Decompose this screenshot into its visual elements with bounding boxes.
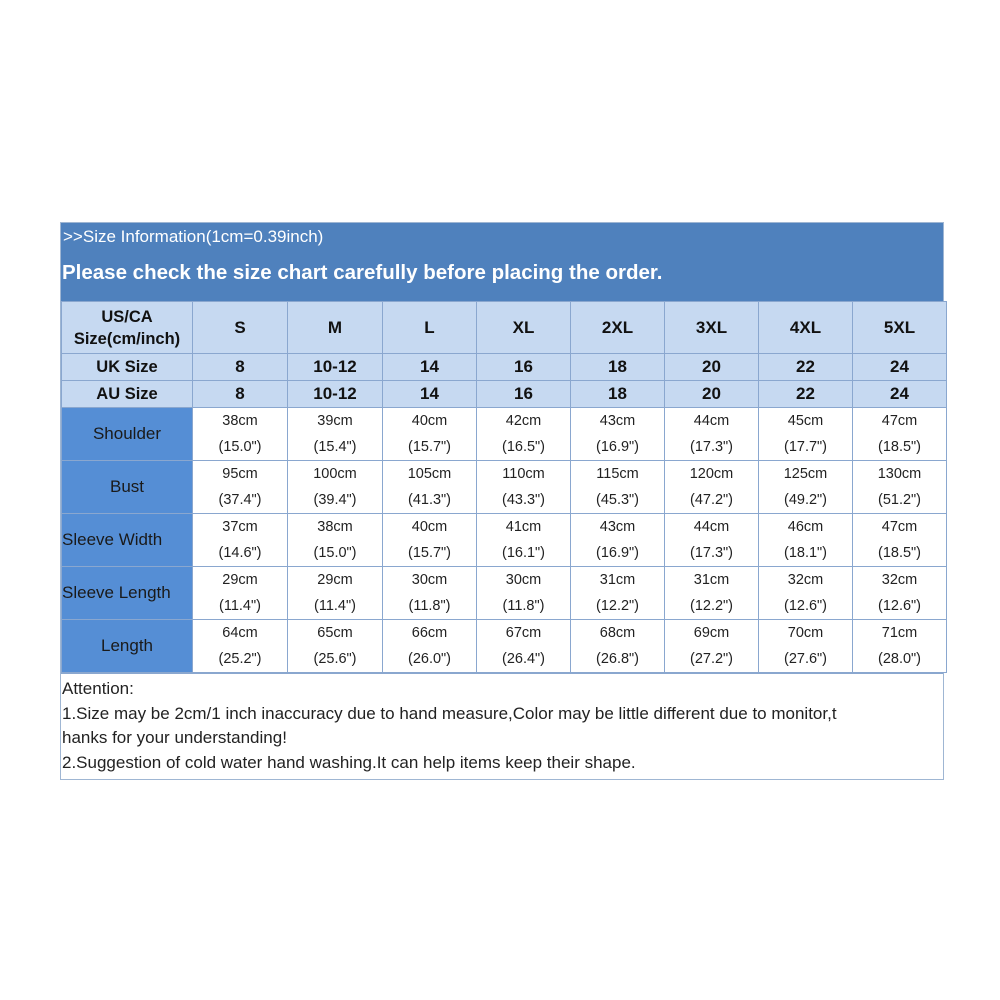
cm-value: 64cm	[222, 625, 258, 641]
measurement-cell	[193, 461, 288, 514]
inch-value: (17.7")	[783, 439, 828, 455]
inch-value: (15.0")	[313, 545, 357, 561]
cm-value: 29cm	[317, 572, 353, 588]
size-header-row	[62, 381, 947, 408]
cm-value: 95cm	[222, 466, 258, 482]
size-chart	[60, 222, 944, 780]
cm-value: 110cm	[502, 466, 545, 482]
cm-value: 120cm	[689, 466, 734, 482]
cm-value: 43cm	[599, 413, 636, 429]
chart-banner	[61, 223, 943, 301]
measurement-cell	[383, 620, 477, 673]
inch-value: (26.4")	[501, 651, 546, 667]
inch-value: (14.6")	[218, 545, 262, 561]
measurement-cell	[383, 408, 477, 461]
inch-value: (12.2")	[689, 598, 734, 614]
inch-value: (27.6")	[783, 651, 828, 667]
inch-value: (12.6")	[783, 598, 828, 614]
measurement-cell	[193, 408, 288, 461]
size-info-title: >>Size Information(1cm=0.39inch)	[63, 227, 324, 246]
size-header-row	[62, 302, 947, 354]
notes-title: Attention:	[62, 679, 134, 698]
size-cell: 18	[571, 381, 665, 408]
size-cell: 16	[477, 381, 571, 408]
inch-value: (26.0")	[407, 651, 452, 667]
cm-value: 70cm	[787, 625, 824, 641]
inch-value: (26.8")	[595, 651, 640, 667]
cm-value: 47cm	[881, 519, 918, 535]
size-cell: 8	[193, 354, 288, 381]
size-cell: 2XL	[571, 302, 665, 354]
measurement-cell	[383, 514, 477, 567]
size-system-label: UK Size	[62, 354, 193, 381]
measurement-cell	[477, 620, 571, 673]
inch-value: (39.4")	[313, 492, 357, 508]
measurement-row	[62, 408, 947, 461]
size-cell: 8	[193, 381, 288, 408]
inch-value: (25.6")	[313, 651, 357, 667]
measurement-cell	[853, 567, 947, 620]
measurement-cell	[193, 567, 288, 620]
measurement-cell	[665, 567, 759, 620]
cm-value: 105cm	[407, 466, 452, 482]
size-table	[61, 301, 947, 673]
inch-value: (16.1")	[501, 545, 546, 561]
cm-value: 41cm	[505, 519, 542, 535]
measurement-cell	[383, 461, 477, 514]
measurement-cell	[571, 620, 665, 673]
inch-value: (16.5")	[501, 439, 546, 455]
cm-value: 71cm	[881, 625, 918, 641]
measurement-cell	[759, 567, 853, 620]
measurement-cell	[665, 514, 759, 567]
measurement-label: Sleeve Width	[62, 514, 193, 567]
measurement-cell	[571, 461, 665, 514]
inch-value: (16.9")	[595, 439, 640, 455]
note-line: 2.Suggestion of cold water hand washing.It can help items keep their shape.	[62, 752, 636, 772]
cm-value: 67cm	[505, 625, 542, 641]
size-cell: M	[288, 302, 383, 354]
cm-value: 125cm	[783, 466, 828, 482]
measurement-cell	[288, 567, 383, 620]
inch-value: (27.2")	[689, 651, 734, 667]
cm-value: 39cm	[317, 413, 353, 429]
inch-value: (37.4")	[218, 492, 262, 508]
size-cell: 20	[665, 381, 759, 408]
size-cell: 24	[853, 354, 947, 381]
inch-value: (17.3")	[689, 439, 734, 455]
size-system-label: AU Size	[62, 381, 193, 408]
size-cell: 10-12	[288, 381, 383, 408]
measurement-cell	[853, 408, 947, 461]
size-cell: XL	[477, 302, 571, 354]
measurement-row	[62, 461, 947, 514]
measurement-row	[62, 514, 947, 567]
measurement-cell	[571, 567, 665, 620]
size-cell: 4XL	[759, 302, 853, 354]
inch-value: (11.4")	[314, 598, 356, 614]
cm-value: 115cm	[596, 466, 639, 482]
cm-value: 47cm	[881, 413, 918, 429]
measurement-cell	[853, 514, 947, 567]
inch-value: (47.2")	[689, 492, 734, 508]
cm-value: 130cm	[877, 466, 922, 482]
size-cell: S	[193, 302, 288, 354]
inch-value: (17.3")	[689, 545, 734, 561]
inch-value: (51.2")	[877, 492, 922, 508]
measurement-cell	[288, 461, 383, 514]
measurement-cell	[477, 514, 571, 567]
size-header-row	[62, 354, 947, 381]
cm-value: 45cm	[787, 413, 824, 429]
size-cell: 14	[383, 381, 477, 408]
inch-value: (15.4")	[313, 439, 357, 455]
size-chart-warning: Please check the size chart carefully before placing the order.	[62, 261, 663, 284]
size-cell: L	[383, 302, 477, 354]
inch-value: (49.2")	[783, 492, 828, 508]
cm-value: 30cm	[411, 572, 448, 588]
measurement-cell	[853, 461, 947, 514]
size-cell: 22	[759, 354, 853, 381]
note-line: hanks for your understanding!	[62, 728, 287, 747]
measurement-cell	[477, 567, 571, 620]
measurement-cell	[571, 514, 665, 567]
measurement-cell	[571, 408, 665, 461]
measurement-cell	[853, 620, 947, 673]
cm-value: 44cm	[693, 519, 730, 535]
measurement-row	[62, 620, 947, 673]
inch-value: (18.5")	[877, 545, 922, 561]
cm-value: 43cm	[599, 519, 636, 535]
size-cell: 16	[477, 354, 571, 381]
size-cell: 3XL	[665, 302, 759, 354]
measurement-cell	[288, 514, 383, 567]
cm-value: 37cm	[222, 519, 258, 535]
inch-value: (18.1")	[783, 545, 828, 561]
size-cell: 10-12	[288, 354, 383, 381]
cm-value: 40cm	[411, 413, 448, 429]
cm-value: 44cm	[693, 413, 730, 429]
attention-notes	[61, 673, 943, 779]
inch-value: (15.7")	[407, 439, 452, 455]
measurement-cell	[665, 461, 759, 514]
size-cell: 22	[759, 381, 853, 408]
measurement-cell	[759, 408, 853, 461]
size-cell: 14	[383, 354, 477, 381]
measurement-cell	[665, 620, 759, 673]
inch-value: (15.7")	[407, 545, 452, 561]
measurement-row	[62, 567, 947, 620]
measurement-cell	[193, 620, 288, 673]
measurement-label: Length	[62, 620, 193, 673]
inch-value: (11.8")	[502, 598, 545, 614]
measurement-cell	[383, 567, 477, 620]
inch-value: (41.3")	[407, 492, 452, 508]
inch-value: (43.3")	[501, 492, 546, 508]
cm-value: 68cm	[599, 625, 636, 641]
measurement-cell	[288, 408, 383, 461]
inch-value: (11.4")	[219, 598, 261, 614]
inch-value: (11.8")	[408, 598, 451, 614]
inch-value: (28.0")	[877, 651, 922, 667]
measurement-cell	[288, 620, 383, 673]
measurement-label: Sleeve Length	[62, 567, 193, 620]
measurement-cell	[193, 514, 288, 567]
cm-value: 46cm	[787, 519, 824, 535]
measurement-cell	[759, 514, 853, 567]
measurement-cell	[477, 408, 571, 461]
cm-value: 65cm	[317, 625, 353, 641]
cm-value: 31cm	[599, 572, 636, 588]
cm-value: 38cm	[317, 519, 353, 535]
measurement-cell	[759, 461, 853, 514]
measurement-cell	[477, 461, 571, 514]
measurement-label: Bust	[62, 461, 193, 514]
measurement-cell	[665, 408, 759, 461]
cm-value: 30cm	[505, 572, 542, 588]
inch-value: (18.5")	[877, 439, 922, 455]
cm-value: 38cm	[222, 413, 258, 429]
cm-value: 69cm	[693, 625, 730, 641]
size-cell: 24	[853, 381, 947, 408]
cm-value: 100cm	[313, 466, 357, 482]
note-line: 1.Size may be 2cm/1 inch inaccuracy due to hand measure,Color may be little different due to monitor,t	[62, 703, 837, 723]
cm-value: 31cm	[693, 572, 730, 588]
size-cell: 20	[665, 354, 759, 381]
inch-value: (25.2")	[218, 651, 262, 667]
cm-value: 32cm	[787, 572, 824, 588]
inch-value: (16.9")	[595, 545, 640, 561]
cm-value: 40cm	[411, 519, 448, 535]
inch-value: (15.0")	[218, 439, 262, 455]
size-cell: 5XL	[853, 302, 947, 354]
measurement-cell	[759, 620, 853, 673]
cm-value: 42cm	[505, 413, 542, 429]
measurement-label: Shoulder	[62, 408, 193, 461]
inch-value: (45.3")	[595, 492, 640, 508]
size-cell: 18	[571, 354, 665, 381]
inch-value: (12.2")	[595, 598, 640, 614]
cm-value: 29cm	[222, 572, 258, 588]
size-system-label: US/CA Size(cm/inch)	[62, 302, 193, 354]
inch-value: (12.6")	[877, 598, 922, 614]
cm-value: 32cm	[881, 572, 918, 588]
cm-value: 66cm	[411, 625, 448, 641]
